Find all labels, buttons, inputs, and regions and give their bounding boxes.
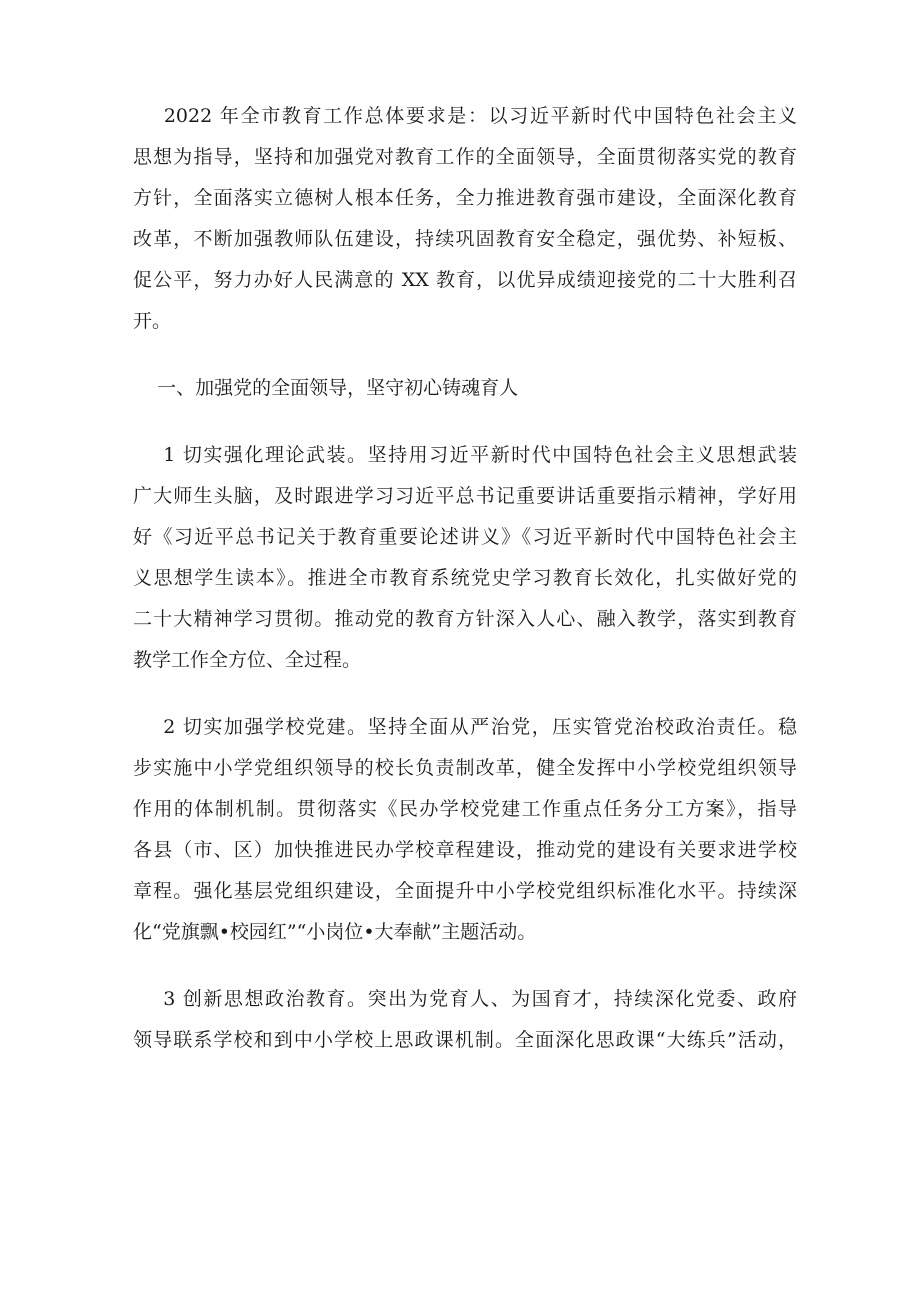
text-line: 二十大精神学习贯彻。推动党的教育方针深入人心、融入教学，落实到教育 xyxy=(133,608,797,630)
item-2-paragraph xyxy=(133,707,797,953)
item-3-paragraph xyxy=(133,979,797,1061)
heading-text: 一、加强党的全面领导，坚守初心铸魂育人 xyxy=(133,377,519,399)
text-line: 好《习近平总书记关于教育重要论述讲义》《习近平新时代中国特色社会主 xyxy=(133,526,797,548)
text-line: 思想为指导，坚持和加强党对教育工作的全面领导，全面贯彻落实党的教育 xyxy=(133,146,797,168)
text-line: 作用的体制机制。贯彻落实《民办学校党建工作重点任务分工方案》，指导 xyxy=(133,798,797,820)
text-line: 3 创新思想政治教育。突出为党育人、为国育才，持续深化党委、政府 xyxy=(133,988,797,1010)
text-line: 各县（市、区）加快推进民办学校章程建设，推动党的建设有关要求进学校 xyxy=(133,839,797,861)
text-line: 领导联系学校和到中小学校上思政课机制。全面深化思政课“大练兵”活动， xyxy=(133,1029,797,1051)
text-line: 教学工作全方位、全过程。 xyxy=(133,649,362,671)
item-1-paragraph xyxy=(133,435,797,681)
text-line: 章程。强化基层党组织建设，全面提升中小学校党组织标准化水平。持续深 xyxy=(133,880,797,902)
text-line: 改革，不断加强教师队伍建设，持续巩固教育安全稳定，强优势、补短板、 xyxy=(133,228,797,250)
intro-paragraph xyxy=(133,96,797,342)
section-heading xyxy=(133,368,797,409)
document-body xyxy=(133,96,797,1087)
text-line: 2 切实加强学校党建。坚持全面从严治党，压实管党治校政治责任。稳 xyxy=(133,716,797,738)
text-line: 1 切实强化理论武装。坚持用习近平新时代中国特色社会主义思想武装 xyxy=(133,444,797,466)
text-line: 促公平，努力办好人民满意的 XX 教育，以优异成绩迎接党的二十大胜利召 xyxy=(133,269,797,291)
text-line: 开。 xyxy=(133,310,172,332)
text-line: 方针，全面落实立德树人根本任务，全力推进教育强市建设，全面深化教育 xyxy=(133,187,797,209)
text-line: 义思想学生读本》。推进全市教育系统党史学习教育长效化，扎实做好党的 xyxy=(133,567,797,589)
text-line: 2022 年全市教育工作总体要求是：以习近平新时代中国特色社会主义 xyxy=(133,105,797,127)
text-line: 广大师生头脑，及时跟进学习习近平总书记重要讲话重要指示精神，学好用 xyxy=(133,485,797,507)
text-line: 化“党旗飘•校园红”“小岗位•大奉献”主题活动。 xyxy=(133,921,537,943)
text-line: 步实施中小学党组织领导的校长负责制改革，健全发挥中小学校党组织领导 xyxy=(133,757,797,779)
